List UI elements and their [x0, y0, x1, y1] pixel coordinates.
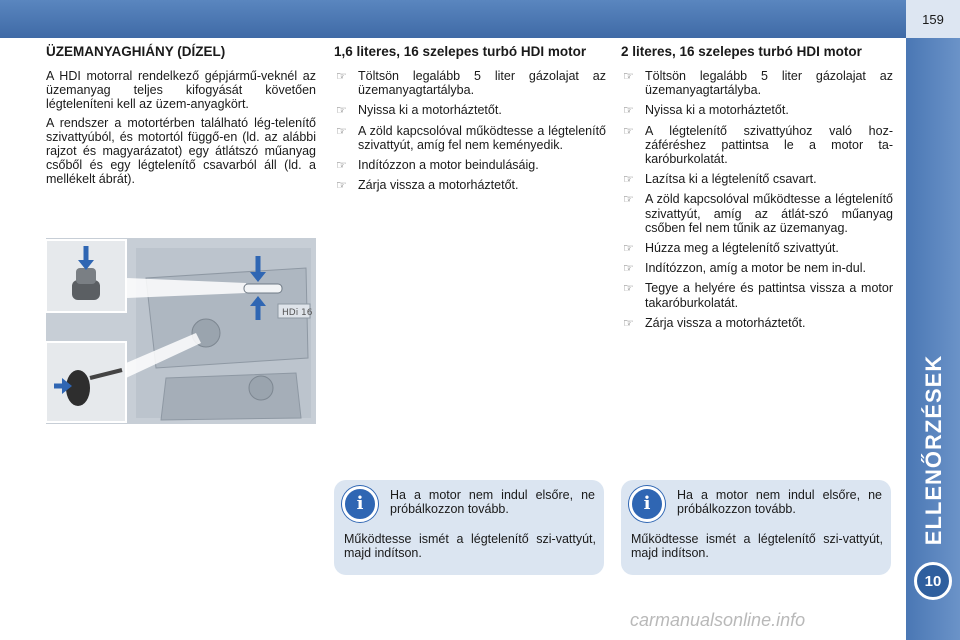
step-text: Indítózzon, amíg a motor be nem in-dul. — [645, 261, 866, 276]
section-title-fuel-shortage: ÜZEMANYAGHIÁNY (DÍZEL) — [46, 44, 226, 59]
chapter-title — [914, 350, 954, 550]
list-item — [621, 241, 893, 255]
page-number: 159 — [906, 0, 960, 38]
section-title-1-6-hdi: 1,6 literes, 16 szelepes turbó HDI motor — [334, 44, 587, 59]
step-text: A zöld kapcsolóval működtesse a légtelenítő szivattyút, amíg az átlát-szó műanyag csőben fel nem tűnik az üzemanyag. — [645, 192, 893, 235]
step-text: Indítózzon a motor beindulásáig. — [358, 158, 539, 173]
pointing-hand-icon: ☞ — [623, 281, 634, 296]
list-item — [621, 124, 893, 167]
section-title-2-0-hdi: 2 literes, 16 szelepes turbó HDI motor — [621, 44, 862, 59]
engine-cover-label: HDi 16 — [282, 308, 313, 318]
list-item — [621, 69, 893, 97]
step-text: Lazítsa ki a légtelenítő csavart. — [645, 172, 817, 187]
column-fuel-shortage — [46, 44, 316, 191]
list-item — [334, 158, 606, 172]
pointing-hand-icon: ☞ — [623, 241, 634, 256]
pointing-hand-icon: ☞ — [623, 123, 634, 138]
pointing-hand-icon: ☞ — [336, 123, 347, 138]
step-text: A légtelenítő szivattyúhoz való hoz-záféréshez pattintsa le a motor ta-karóburkolatát. — [645, 123, 893, 167]
info-note-first: Ha a motor nem indul elsőre, ne próbálkozzon tovább. — [390, 488, 595, 516]
pointing-hand-icon: ☞ — [623, 261, 634, 276]
pointing-hand-icon: ☞ — [623, 192, 634, 207]
engine-bay-drawing — [46, 238, 316, 424]
pointing-hand-icon: ☞ — [336, 178, 347, 193]
step-text: Nyissa ki a motorháztetőt. — [645, 103, 789, 118]
paragraph-intro: A HDI motorral rendelkező gépjármű-veknél az üzemanyag teljes kifogyását követően légteleníteni kell az üzem-anyagkört. — [46, 69, 316, 112]
info-note-first: Ha a motor nem indul elsőre, ne próbálkozzon tovább. — [677, 488, 882, 516]
list-item — [334, 178, 606, 192]
step-text: A zöld kapcsolóval működtesse a légtelenítő szivattyút, amíg fel nem keményedik. — [358, 123, 606, 152]
column-2-0-hdi — [621, 44, 893, 336]
pointing-hand-icon: ☞ — [623, 103, 634, 118]
step-text: Húzza meg a légtelenítő szivattyút. — [645, 241, 839, 256]
info-note-second: Működtesse ismét a légtelenítő szi-vattyút, majd indítson. — [344, 532, 596, 560]
step-text: Töltsön legalább 5 liter gázolajat az üzemanyagtartályba. — [645, 69, 893, 98]
step-text: Zárja vissza a motorháztetőt. — [358, 178, 519, 193]
steps-list-1-6-hdi — [334, 69, 606, 192]
header-bar — [0, 0, 906, 38]
list-item — [621, 103, 893, 117]
list-item — [334, 69, 606, 97]
pointing-hand-icon: ☞ — [336, 158, 347, 173]
list-item — [334, 124, 606, 152]
list-item — [621, 192, 893, 235]
step-text: Tegye a helyére és pattintsa vissza a motor takaróburkolatát. — [645, 281, 893, 310]
list-item — [621, 281, 893, 309]
column-1-6-hdi — [334, 44, 606, 198]
chapter-number-badge: 10 — [914, 562, 952, 600]
pointing-hand-icon: ☞ — [623, 315, 634, 330]
info-box-1-6-hdi — [334, 480, 604, 575]
info-icon: i — [342, 486, 378, 522]
info-box-2-0-hdi — [621, 480, 891, 575]
list-item — [621, 172, 893, 186]
steps-list-2-0-hdi — [621, 69, 893, 330]
list-item — [334, 103, 606, 117]
info-icon: i — [629, 486, 665, 522]
step-text: Töltsön legalább 5 liter gázolajat az üzemanyagtartályba. — [358, 69, 606, 98]
list-item — [621, 261, 893, 275]
paragraph-system: A rendszer a motortérben található lég-telenítő szivattyúból, és motortól függő-en (ld. az alábbi rajzot és magyarázatot) egy átlátszó műanyag csőből és egy légtelenítő csavarból áll (ld. a mellékelt ábrát). — [46, 115, 316, 187]
step-text: Nyissa ki a motorháztetőt. — [358, 103, 502, 118]
pointing-hand-icon: ☞ — [336, 69, 347, 83]
pointing-hand-icon: ☞ — [623, 172, 634, 187]
chapter-title-text: ELLENŐRZÉSEK — [921, 354, 946, 546]
info-note-second: Működtesse ismét a légtelenítő szi-vattyút, majd indítson. — [631, 532, 883, 560]
watermark: carmanualsonline.info — [630, 610, 806, 630]
pointing-hand-icon: ☞ — [336, 103, 347, 118]
list-item — [621, 316, 893, 330]
step-text: Zárja vissza a motorháztetőt. — [645, 315, 806, 330]
pointing-hand-icon: ☞ — [623, 69, 634, 83]
engine-bay-illustration — [46, 238, 316, 424]
